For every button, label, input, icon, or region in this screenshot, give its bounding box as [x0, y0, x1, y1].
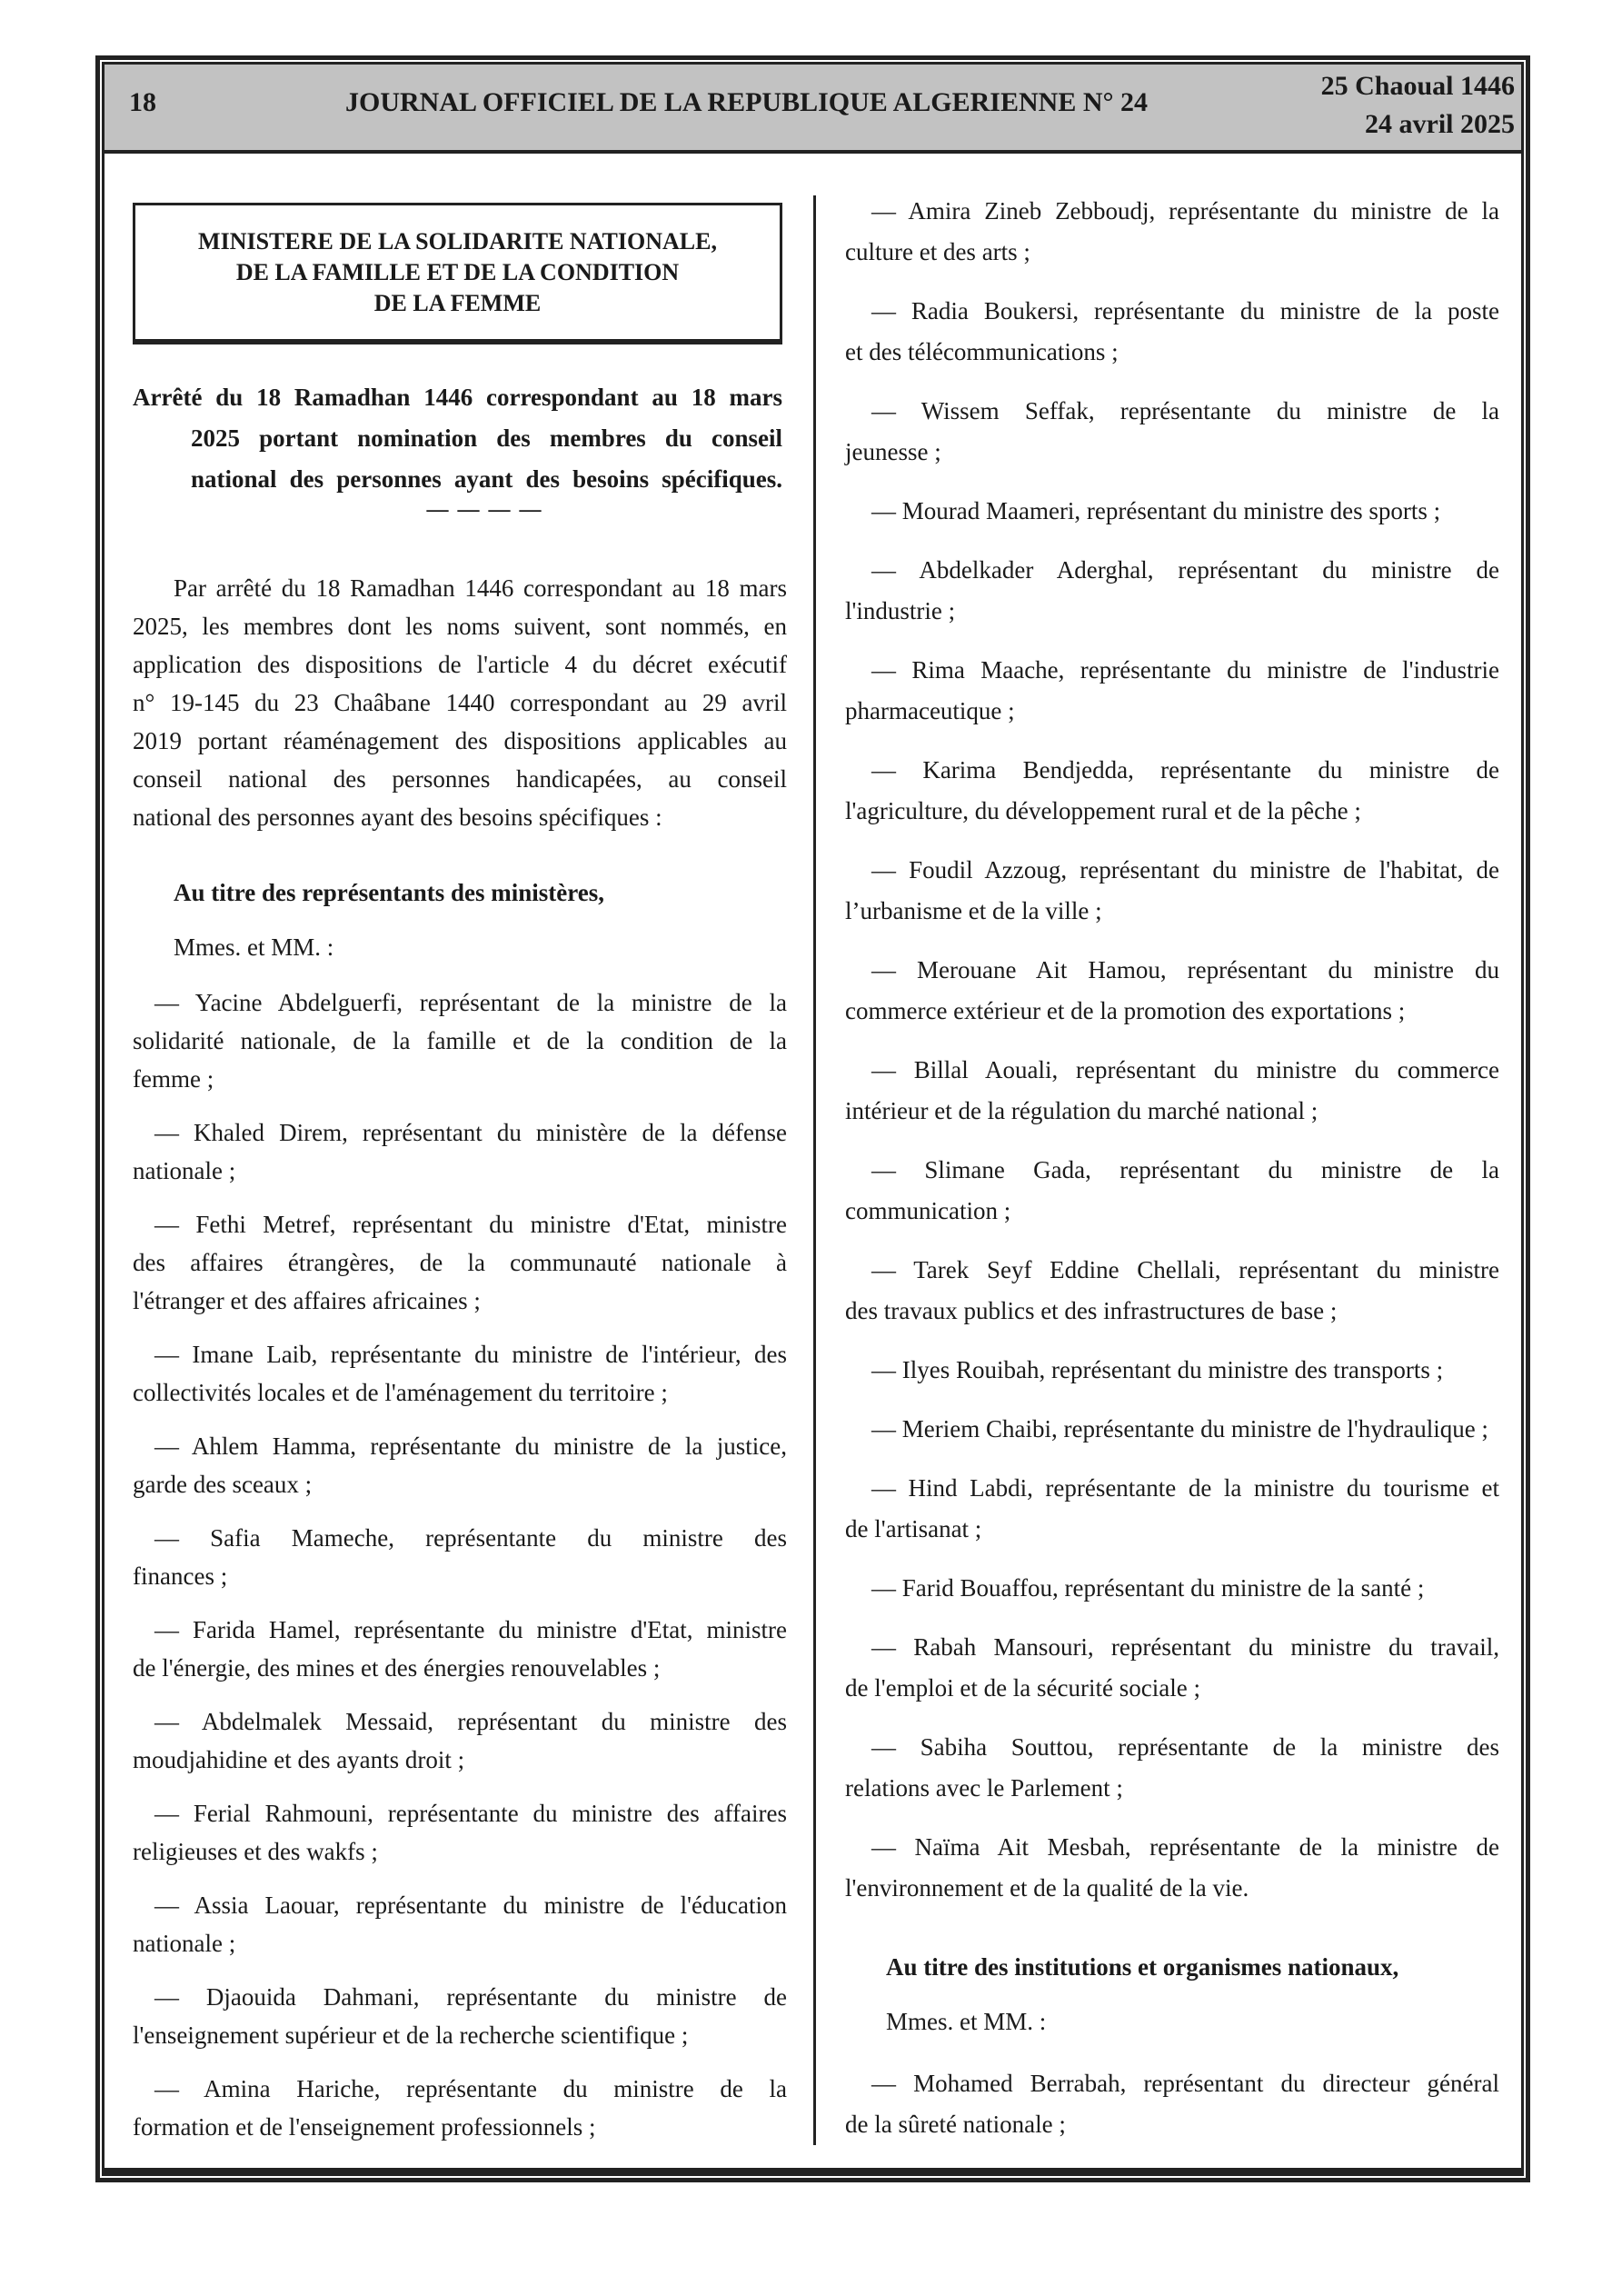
text-line: finances ;: [133, 1562, 228, 1590]
member-entry: [845, 1827, 1499, 1909]
text-line: — Ilyes Rouibah, représentant du ministre des transports ;: [871, 1356, 1444, 1383]
text-line: l'étranger et des affaires africaines ;: [133, 1287, 481, 1314]
text-line: 2025, les membres dont les noms suivent, sont nommés, en: [133, 613, 787, 640]
text-line: et des télécommunications ;: [845, 338, 1119, 365]
member-entry: [133, 1794, 787, 1871]
member-entry: [845, 950, 1499, 1032]
member-entry: [845, 750, 1499, 832]
text-line: — Abdelmalek Messaid, représentant du ministre des: [154, 1708, 787, 1735]
member-entry: [133, 983, 787, 1098]
member-entry: [845, 191, 1499, 273]
salutation: Mmes. et MM. :: [886, 2008, 1047, 2035]
member-entry: [845, 491, 1499, 532]
text-line: — Farid Bouaffou, représentant du ministre de la santé ;: [871, 1574, 1425, 1602]
member-entry: [133, 1427, 787, 1503]
member-entry: [845, 1468, 1499, 1550]
member-entry: [845, 1727, 1499, 1809]
ministry-title-box: [133, 203, 782, 344]
text-line: — Fethi Metref, représentant du ministre d'Etat, ministre: [154, 1211, 787, 1238]
decree-title-line: Arrêté du 18 Ramadhan 1446 correspondant au 18 mars: [133, 384, 782, 411]
text-line: — Tarek Seyf Eddine Chellali, représentant du ministre: [871, 1256, 1499, 1283]
text-line: relations avec le Parlement ;: [845, 1774, 1123, 1802]
text-line: — Amira Zineb Zebboudj, représentante du ministre de la: [871, 197, 1499, 225]
text-line: — Foudil Azzoug, représentant du ministre de l'habitat, de: [871, 856, 1499, 883]
text-line: — Ahlem Hamma, représentante du ministre de la justice,: [154, 1433, 787, 1460]
text-line: 2019 portant réaménagement des dispositions applicables au: [133, 727, 787, 754]
text-line: formation et de l'enseignement professionnels ;: [133, 2113, 596, 2141]
text-line: — Khaled Direm, représentant du ministère de la défense: [154, 1119, 787, 1146]
text-line: religieuses et des wakfs ;: [133, 1838, 378, 1865]
member-entry: [133, 1702, 787, 1779]
text-line: femme ;: [133, 1065, 214, 1093]
member-entry: [845, 1409, 1499, 1450]
text-line: jeunesse ;: [845, 438, 941, 465]
separator-dashes: — — — —: [426, 498, 543, 522]
members-list-right: [845, 191, 1499, 1927]
member-entry: [845, 1150, 1499, 1232]
member-entry: [845, 1050, 1499, 1132]
text-line: collectivités locales et de l'aménagement du territoire ;: [133, 1379, 668, 1406]
text-line: — Billal Aouali, représentant du ministre du commerce: [871, 1056, 1499, 1083]
page-number: 18: [129, 87, 156, 117]
text-line: pharmaceutique ;: [845, 697, 1015, 724]
members-list-left: [133, 983, 787, 2161]
member-entry: [133, 2070, 787, 2146]
member-entry: [845, 850, 1499, 932]
member-entry: [845, 1568, 1499, 1609]
member-entry: [845, 2063, 1499, 2145]
text-line: culture et des arts ;: [845, 238, 1030, 265]
ministry-title-line: MINISTERE DE LA SOLIDARITE NATIONALE,: [198, 227, 717, 255]
text-line: de la sûreté nationale ;: [845, 2111, 1066, 2138]
section-heading-institutions: Au titre des institutions et organismes nationaux,: [886, 1953, 1399, 1981]
text-line: l'agriculture, du développement rural et de la pêche ;: [845, 797, 1361, 824]
text-line: de l'artisanat ;: [845, 1515, 982, 1542]
text-line: garde des sceaux ;: [133, 1471, 313, 1498]
text-line: de l'emploi et de la sécurité sociale ;: [845, 1674, 1200, 1702]
text-line: solidarité nationale, de la famille et de la condition de la: [133, 1027, 787, 1054]
member-entry: [133, 1611, 787, 1687]
member-entry: [133, 1886, 787, 1962]
text-line: Par arrêté du 18 Ramadhan 1446 correspondant au 18 mars: [174, 574, 787, 602]
member-entry: [845, 1627, 1499, 1709]
member-entry: [845, 391, 1499, 473]
text-line: — Radia Boukersi, représentante du ministre de la poste: [871, 297, 1499, 324]
text-line: — Sabiha Souttou, représentante de la ministre des: [871, 1733, 1499, 1761]
text-line: — Rabah Mansouri, représentant du ministre du travail,: [871, 1633, 1499, 1661]
text-line: l’urbanisme et de la ville ;: [845, 897, 1102, 924]
text-line: — Hind Labdi, représentante de la ministre du tourisme et: [871, 1474, 1499, 1502]
text-line: moudjahidine et des ayants droit ;: [133, 1746, 465, 1773]
text-line: — Rima Maache, représentante du ministre de l'industrie: [871, 656, 1499, 684]
text-line: de l'énergie, des mines et des énergies renouvelables ;: [133, 1654, 661, 1682]
text-line: nationale ;: [133, 1157, 236, 1184]
text-line: — Mohamed Berrabah, représentant du directeur général: [871, 2070, 1499, 2097]
text-line: l'enseignement supérieur et de la recherche scientifique ;: [133, 2021, 689, 2049]
text-line: nationale ;: [133, 1930, 236, 1957]
member-entry: [133, 1519, 787, 1595]
text-line: — Karima Bendjedda, représentante du ministre de: [871, 756, 1499, 784]
journal-title: JOURNAL OFFICIEL DE LA REPUBLIQUE ALGERIENNE N° 24: [345, 87, 1148, 117]
member-entry: [133, 1113, 787, 1190]
text-line: application des dispositions de l'article 4 du décret exécutif: [133, 651, 787, 678]
text-line: — Yacine Abdelguerfi, représentant de la ministre de la: [154, 989, 787, 1016]
text-line: — Abdelkader Aderghal, représentant du ministre de: [871, 556, 1499, 584]
member-entry: [133, 1335, 787, 1412]
text-line: — Imane Laib, représentante du ministre de l'intérieur, des: [154, 1341, 787, 1368]
text-line: — Naïma Ait Mesbah, représentante de la ministre de: [871, 1833, 1499, 1861]
text-line: — Farida Hamel, représentante du ministre d'Etat, ministre: [154, 1616, 787, 1643]
text-line: — Slimane Gada, représentant du ministre de la: [871, 1156, 1499, 1183]
text-line: conseil national des personnes handicapées, au conseil: [133, 765, 787, 793]
member-entry: [845, 291, 1499, 373]
text-line: des travaux publics et des infrastructures de base ;: [845, 1297, 1338, 1324]
members-list-institutions: [845, 2063, 1499, 2163]
text-line: — Amina Hariche, représentante du ministre de la: [154, 2075, 787, 2102]
section-heading-ministries: Au titre des représentants des ministères,: [174, 879, 604, 906]
text-line: n° 19-145 du 23 Chaâbane 1440 correspondant au 29 avril: [133, 689, 787, 716]
text-line: l'industrie ;: [845, 597, 956, 624]
member-entry: [133, 1205, 787, 1320]
text-line: — Merouane Ait Hamou, représentant du ministre du: [871, 956, 1499, 983]
text-line: des affaires étrangères, de la communauté nationale à: [133, 1249, 787, 1276]
intro-paragraph: [133, 569, 787, 836]
member-entry: [845, 1250, 1499, 1332]
text-line: l'environnement et de la qualité de la vie.: [845, 1874, 1249, 1902]
column-divider: [813, 195, 816, 2145]
member-entry: [133, 1978, 787, 2054]
ministry-title-line: DE LA FAMILLE ET DE LA CONDITION: [235, 258, 680, 285]
member-entry: [845, 1350, 1499, 1391]
text-line: — Meriem Chaibi, représentante du ministre de l'hydraulique ;: [871, 1415, 1488, 1442]
decree-title-line: national des personnes ayant des besoins spécifiques.: [191, 465, 782, 493]
member-entry: [845, 550, 1499, 632]
text-line: intérieur et de la régulation du marché national ;: [845, 1097, 1318, 1124]
member-entry: [845, 650, 1499, 732]
text-line: communication ;: [845, 1197, 1011, 1224]
text-line: — Ferial Rahmouni, représentante du ministre des affaires: [154, 1800, 787, 1827]
text-line: — Safia Mameche, représentante du ministre des: [154, 1524, 787, 1552]
ministry-title-line: DE LA FEMME: [373, 289, 542, 316]
text-line: — Wissem Seffak, représentante du ministre de la: [871, 397, 1499, 424]
text-line: — Assia Laouar, représentante du ministre de l'éducation: [154, 1892, 787, 1919]
text-line: commerce extérieur et de la promotion des exportations ;: [845, 997, 1406, 1024]
decree-title-line: 2025 portant nomination des membres du conseil: [191, 424, 782, 452]
salutation: Mmes. et MM. :: [174, 933, 334, 961]
date-hijri: 25 Chaoual 1446: [1320, 71, 1515, 101]
decree-title: [133, 377, 782, 500]
text-line: — Mourad Maameri, représentant du ministre des sports ;: [871, 497, 1441, 524]
text-line: national des personnes ayant des besoins spécifiques :: [133, 804, 662, 831]
text-line: — Djaouida Dahmani, représentante du ministre de: [154, 1983, 787, 2011]
date-gregorian: 24 avril 2025: [1365, 109, 1515, 139]
